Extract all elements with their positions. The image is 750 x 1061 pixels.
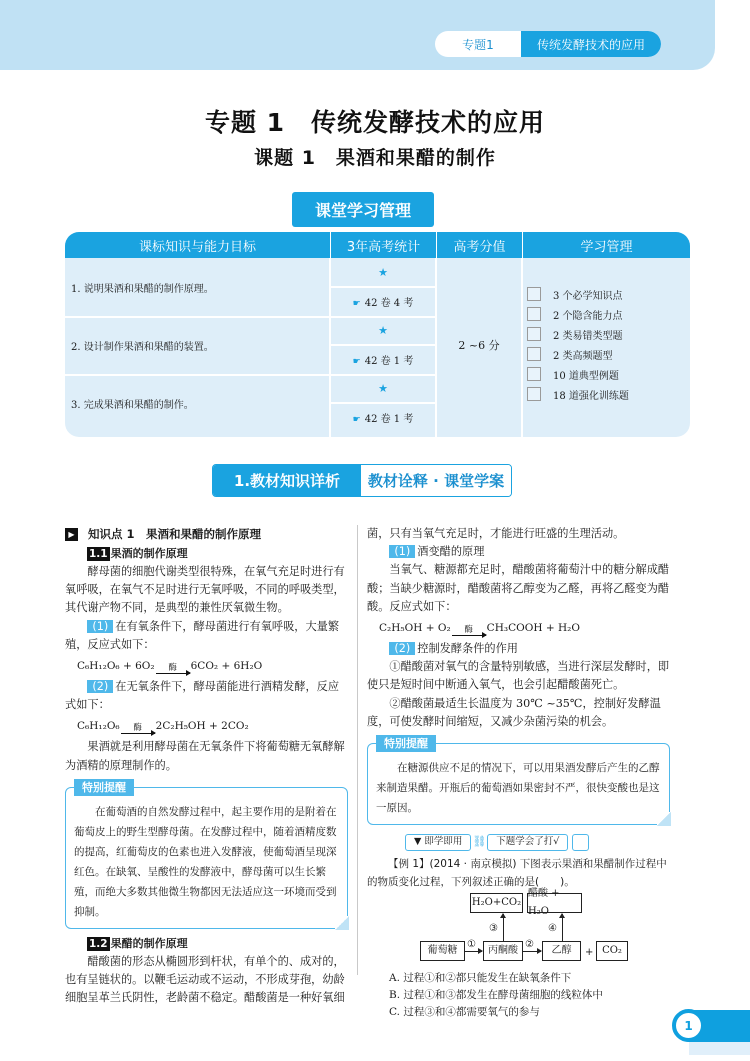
- subsection-heading: 1.1 果酒的制作原理: [89, 546, 188, 560]
- study-management-banner: 课堂学习管理: [292, 192, 434, 227]
- checklist-item[interactable]: 2 类高频题型: [527, 345, 687, 363]
- checkbox[interactable]: [527, 347, 541, 361]
- diagram-node: 葡萄糖: [420, 941, 465, 961]
- diagram-plus: +: [585, 947, 594, 959]
- reaction-equation: C₆H₁₂O₆ 酶 2C₂H₅OH + 2CO₂: [77, 720, 249, 734]
- exam-stat: ☛ 42 卷 4 考: [352, 298, 414, 309]
- answer-option: B. 过程①和③都发生在酵母菌细胞的线粒体中: [389, 989, 603, 1002]
- reminder-tag: 特别提醒: [376, 735, 436, 752]
- check-instruction: 下题学会了打√: [487, 834, 568, 851]
- goal-text: 2. 设计制作果酒和果醋的装置。: [71, 342, 214, 353]
- pointing-hand-icon: ☛: [352, 299, 361, 309]
- page-subtitle: 课题 1 果酒和果醋的制作: [254, 147, 496, 169]
- management-checklist: [527, 285, 687, 405]
- heading-line: (1) 酒变醋的原理: [367, 543, 670, 561]
- answer-option: C. 过程③和④都需要氧气的参与: [389, 1006, 540, 1019]
- diagram-node: 丙酮酸: [483, 941, 523, 961]
- paragraph: 菌，只有当氧气充足时，才能进行旺盛的生理活动。: [367, 527, 625, 540]
- topic-label: 专题1: [435, 31, 521, 57]
- diagram-node: 醋酸 + H₂O: [527, 893, 582, 913]
- paragraph: (2) 在无氧条件下，酵母菌能进行酒精发酵，反应式如下：: [65, 680, 340, 712]
- reminder-text: 在糖源供应不足的情况下，可以用果酒发酵后产生的乙醇来制造果醋。开瓶后的葡萄酒如果密封不严，很快变酸也是这一原因。: [376, 762, 660, 815]
- enzyme-arrow-icon: 酶: [452, 626, 486, 636]
- special-reminder-box: [65, 780, 348, 929]
- step-label: ④: [548, 923, 557, 935]
- link-chain-icon: ⛓: [472, 834, 487, 848]
- topic-name: 传统发酵技术的应用: [521, 31, 661, 57]
- section-banner-subtitle: 教材诠释 · 课堂学案: [361, 465, 511, 496]
- right-margin-strip-bottom: [689, 1042, 750, 1055]
- step-tag: (2): [389, 642, 415, 655]
- topic-breadcrumb: [435, 31, 661, 57]
- paragraph: ②醋酸菌最适生长温度为 30℃ ~35℃，控制好发酵温度，可使发酵时间缩短，又减少杂菌污染的机会。: [367, 696, 661, 728]
- knowledge-point-title: ▶ 知识点 1 果酒和果醋的制作原理: [65, 525, 348, 543]
- enzyme-arrow-icon: 酶: [121, 724, 155, 734]
- right-column: [367, 525, 670, 1021]
- pointing-hand-icon: ☛: [352, 357, 361, 367]
- column-divider: [357, 525, 358, 975]
- paragraph: ①醋酸菌对氧气的含量特别敏感，当进行深层发酵时，即使只是短时间中断通入氧气，也会引起醋酸菌死亡。: [367, 660, 670, 692]
- checklist-item[interactable]: 2 个隐含能力点: [527, 305, 687, 323]
- paragraph: (1) 在有氧条件下，酵母菌进行有氧呼吸，大量繁殖，反应式如下：: [65, 619, 340, 651]
- star-icon: ★: [378, 324, 388, 337]
- special-reminder-box: [367, 737, 670, 825]
- goal-text: 1. 说明果酒和果醋的制作原理。: [71, 284, 214, 295]
- checkbox[interactable]: [527, 387, 541, 401]
- section-banner: [212, 464, 512, 497]
- column-header-score: 高考分值: [453, 239, 506, 255]
- column-header-goals: 课标知识与能力目标: [138, 239, 256, 255]
- page-fold-icon: [657, 812, 671, 826]
- paragraph: 酵母菌的细胞代谢类型很特殊，在氧气充足时进行有氧呼吸，在氧气不足时进行无氧呼吸，不同的呼吸类型，其代谢产物不同，是典型的兼性厌氧微生物。: [65, 565, 345, 615]
- table-header: [65, 232, 690, 258]
- exam-stat: ☛ 42 卷 1 考: [352, 414, 414, 425]
- heading-line: (2) 控制发酵条件的作用: [367, 640, 670, 658]
- learn-and-use-label: ▼ 即学即用: [405, 834, 471, 851]
- pointing-hand-icon: ☛: [352, 415, 361, 425]
- diagram-node: 乙醇: [542, 941, 581, 961]
- checkbox[interactable]: [527, 307, 541, 321]
- diagram-node: H₂O+CO₂: [470, 893, 523, 913]
- star-icon: ★: [378, 266, 388, 279]
- enzyme-arrow-icon: 酶: [156, 664, 190, 674]
- reminder-tag: 特别提醒: [74, 779, 134, 796]
- paragraph: 果酒就是利用酵母菌在无氧条件下将葡萄糖无氧酵解为酒精的原理制作的。: [65, 740, 345, 772]
- checkbox[interactable]: [527, 367, 541, 381]
- page-title: 专题 1 传统发酵技术的应用: [204, 108, 546, 137]
- reaction-equation: C₂H₅OH + O₂ 酶 CH₃COOH + H₂O: [379, 621, 580, 636]
- star-icon: ★: [378, 382, 388, 395]
- step-label: ③: [489, 923, 498, 935]
- checklist-item[interactable]: 10 道典型例题: [527, 365, 687, 383]
- step-tag: (1): [87, 620, 113, 633]
- exam-stat: ☛ 42 卷 1 考: [352, 356, 414, 367]
- exam-score: 2 ~6 分: [458, 339, 500, 352]
- arrow-icon: [562, 914, 563, 941]
- checklist-item[interactable]: 2 类易错类型题: [527, 325, 687, 343]
- step-label: ①: [467, 939, 476, 951]
- checklist-item[interactable]: 3 个必学知识点: [527, 285, 687, 303]
- reminder-text: 在葡萄酒的自然发酵过程中，起主要作用的是附着在葡萄皮上的野生型酵母菌。在发酵过程中，随着酒精度数的提高，红葡萄皮的色素也进入发酵液，使葡萄酒呈现深红色。在缺氧、呈酸性的发酵液中，酵母菌可以生长繁殖，而绝大多数其他微生物都因无法适应这一环境而受到抑制。: [74, 805, 337, 918]
- learn-and-use-bar: [405, 833, 670, 851]
- goal-text: 3. 完成果酒和果醋的制作。: [71, 400, 194, 411]
- paragraph: 醋酸菌的形态从椭圆形到杆状，有单个的、成对的，也有呈链状的。以鞭毛运动或不运动，不形成芽孢，幼龄细胞呈革兰氏阴性，老龄菌不稳定。醋酸菌是一种好氧细: [65, 954, 345, 1005]
- example-question: 【例 1】(2014 · 南京模拟) 下图表示果酒和果醋制作过程中的物质变化过程，下列叙述正确的是( )。: [367, 858, 667, 889]
- reaction-equation: C₆H₁₂O₆ + 6O₂ 酶 6CO₂ + 6H₂O: [77, 659, 263, 674]
- arrow-icon: [503, 914, 504, 941]
- step-label: ②: [525, 939, 534, 951]
- column-header-management: 学习管理: [580, 239, 633, 255]
- diagram-node: CO₂: [596, 941, 628, 961]
- page-fold-icon: [335, 916, 349, 930]
- checkbox[interactable]: [527, 287, 541, 301]
- page-number: 1: [672, 1009, 705, 1042]
- checklist-item[interactable]: 18 道强化训练题: [527, 385, 687, 403]
- answer-option: A. 过程①和②都只能发生在缺氧条件下: [389, 972, 572, 985]
- subsection-heading: 1.2 果醋的制作原理: [89, 936, 188, 950]
- checkbox[interactable]: [527, 327, 541, 341]
- step-tag: (1): [389, 545, 415, 558]
- left-column: [65, 525, 348, 1007]
- play-triangle-icon: ▶: [65, 528, 78, 541]
- step-tag: (2): [87, 680, 113, 693]
- section-banner-title: 1.教材知识详析: [213, 465, 361, 496]
- paragraph: 当氧气、糖源都充足时，醋酸菌将葡萄汁中的糖分解成醋酸；当缺少糖源时，醋酸菌将乙醇变为乙醛，再将乙醛变为醋酸。反应式如下：: [367, 563, 670, 613]
- process-diagram: [367, 888, 670, 968]
- check-box[interactable]: [572, 834, 589, 851]
- column-header-stats: 3年高考统计: [346, 239, 421, 255]
